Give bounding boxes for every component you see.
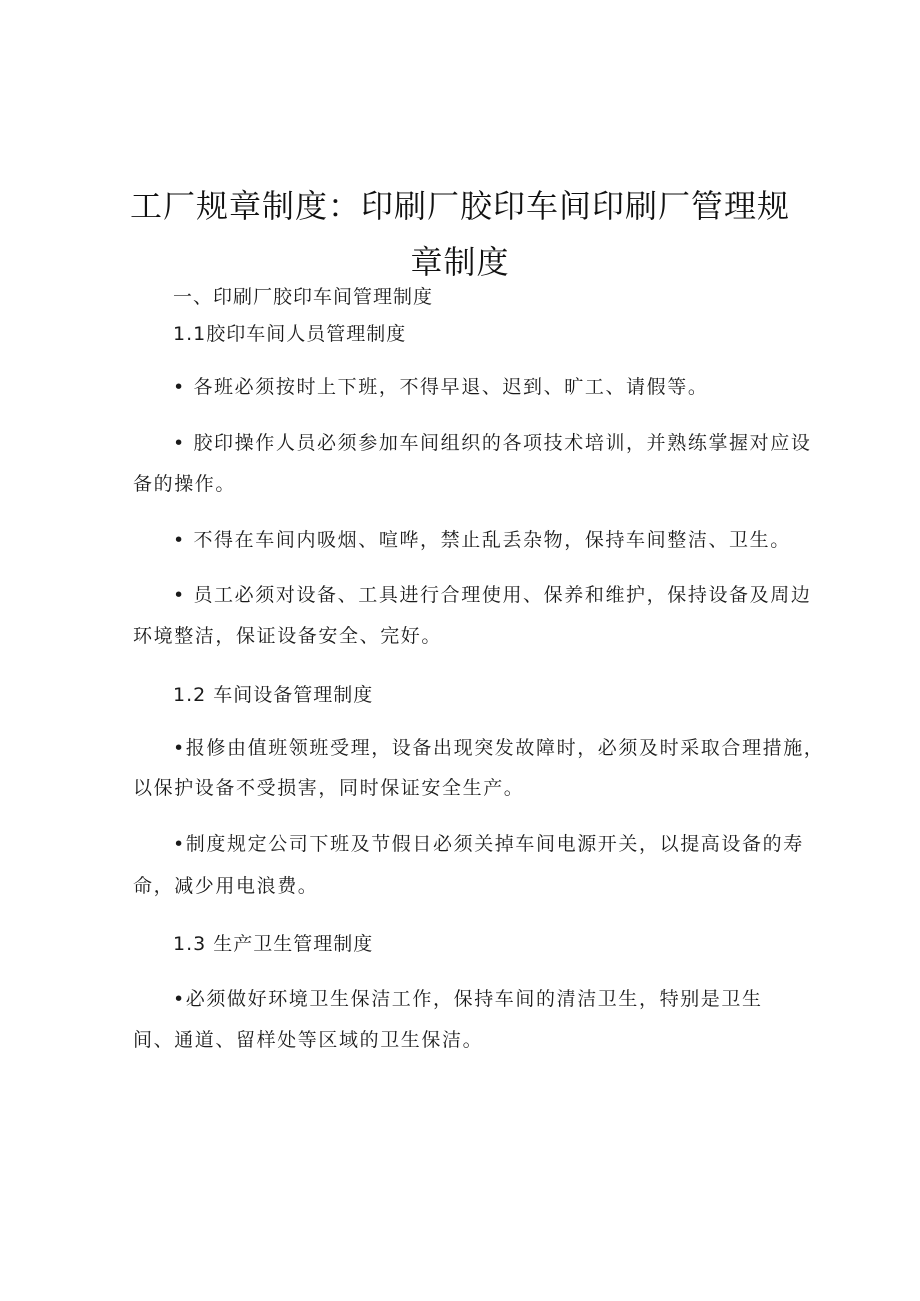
section-heading: 一、印刷厂胶印车间管理制度: [173, 286, 434, 308]
document-title-line-2: 章制度: [410, 243, 510, 281]
paragraph-line: 以保护设备不受损害，同时保证安全生产。: [133, 777, 525, 799]
paragraph-line: 间、通道、留样处等区域的卫生保洁。: [133, 1029, 484, 1051]
paragraph-line: • 胶印操作人员必须参加车间组织的各项技术培训，并熟练掌握对应设: [173, 432, 812, 454]
paragraph-line: • 各班必须按时上下班，不得早退、迟到、旷工、请假等。: [173, 376, 709, 398]
paragraph-line: 环境整洁，保证设备安全、完好。: [133, 625, 443, 647]
paragraph-line: •必须做好环境卫生保洁工作，保持车间的清洁卫生，特别是卫生: [173, 988, 763, 1010]
document-title-line-1: 工厂规章制度：印刷厂胶印车间印刷厂管理规: [129, 187, 790, 225]
subsection-heading-1-3: 1.3 生产卫生管理制度: [173, 933, 374, 955]
paragraph-line: 备的操作。: [133, 473, 237, 495]
paragraph-line: • 不得在车间内吸烟、喧哗，禁止乱丢杂物，保持车间整洁、卫生。: [173, 529, 791, 551]
paragraph-line: •报修由值班领班受理，设备出现突发故障时，必须及时采取合理措施，: [173, 737, 825, 759]
subsection-heading-1-1: 1.1胶印车间人员管理制度: [173, 323, 407, 345]
paragraph-line: • 员工必须对设备、工具进行合理使用、保养和维护，保持设备及周边: [173, 584, 812, 606]
paragraph-line: •制度规定公司下班及节假日必须关掉车间电源开关，以提高设备的寿: [173, 833, 804, 855]
paragraph-line: 命，减少用电浪费。: [133, 875, 319, 897]
subsection-heading-1-2: 1.2 车间设备管理制度: [173, 684, 374, 706]
